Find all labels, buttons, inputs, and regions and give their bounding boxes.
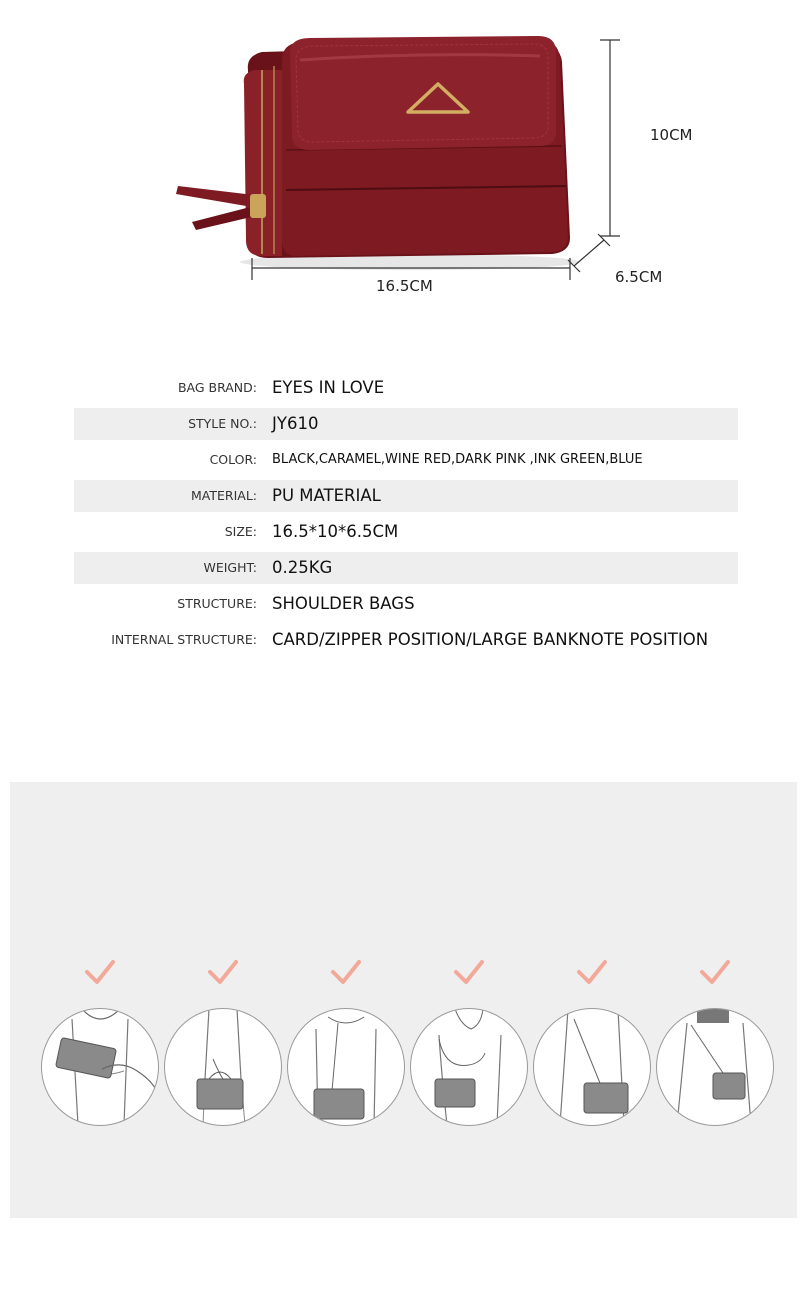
spec-row-weight: [74, 552, 738, 584]
crossbody-side-illustration: [656, 1008, 774, 1126]
spec-value: JY610: [272, 414, 319, 433]
spec-row-color: [74, 444, 738, 476]
spec-table: [74, 372, 738, 660]
check-icon: [577, 960, 607, 986]
spec-label: INTERNAL STRUCTURE:: [111, 632, 257, 647]
spec-label: SIZE:: [224, 524, 257, 539]
check-icon: [700, 960, 730, 986]
usage-style-3: [287, 960, 405, 1126]
spec-value: EYES IN LOVE: [272, 378, 385, 397]
spec-value: BLACK,CARAMEL,WINE RED,DARK PINK ,INK GREEN,BLUE: [272, 452, 643, 467]
clutch-in-hand-illustration: [41, 1008, 159, 1126]
check-icon: [331, 960, 361, 986]
product-hero: [0, 0, 806, 320]
spec-label: MATERIAL:: [191, 488, 257, 503]
spec-label: WEIGHT:: [203, 560, 257, 575]
crossbody-front-illustration: [533, 1008, 651, 1126]
wallet-bag-image: [0, 0, 806, 320]
spec-value: 0.25KG: [272, 558, 333, 577]
arm-carry-illustration: [410, 1008, 528, 1126]
spec-row-material: [74, 480, 738, 512]
spec-row-structure: [74, 588, 738, 620]
usage-styles-panel: [10, 782, 797, 1218]
spec-value: CARD/ZIPPER POSITION/LARGE BANKNOTE POSITION: [272, 630, 709, 649]
width-dimension-label: 16.5CM: [376, 277, 433, 295]
usage-style-2: [164, 960, 282, 1126]
shoulder-carry-illustration: [287, 1008, 405, 1126]
spec-row-style-no: [74, 408, 738, 440]
spec-label: STYLE NO.:: [188, 416, 257, 431]
usage-style-1: [41, 960, 159, 1126]
usage-style-6: [656, 960, 774, 1126]
spec-row-size: [74, 516, 738, 548]
spec-value: PU MATERIAL: [272, 486, 381, 505]
spec-label: STRUCTURE:: [177, 596, 257, 611]
usage-style-4: [410, 960, 528, 1126]
spec-label: COLOR:: [209, 452, 257, 467]
usage-style-5: [533, 960, 651, 1126]
spec-value: SHOULDER BAGS: [272, 594, 415, 613]
check-icon: [454, 960, 484, 986]
handheld-bag-illustration: [164, 1008, 282, 1126]
check-icon: [208, 960, 238, 986]
spec-row-brand: [74, 372, 738, 404]
height-dimension-label: 10CM: [650, 126, 693, 144]
spec-row-internal-structure: [74, 624, 738, 656]
spec-value: 16.5*10*6.5CM: [272, 522, 399, 541]
check-icon: [85, 960, 115, 986]
spec-label: BAG BRAND:: [177, 380, 257, 395]
depth-dimension-label: 6.5CM: [615, 268, 663, 286]
